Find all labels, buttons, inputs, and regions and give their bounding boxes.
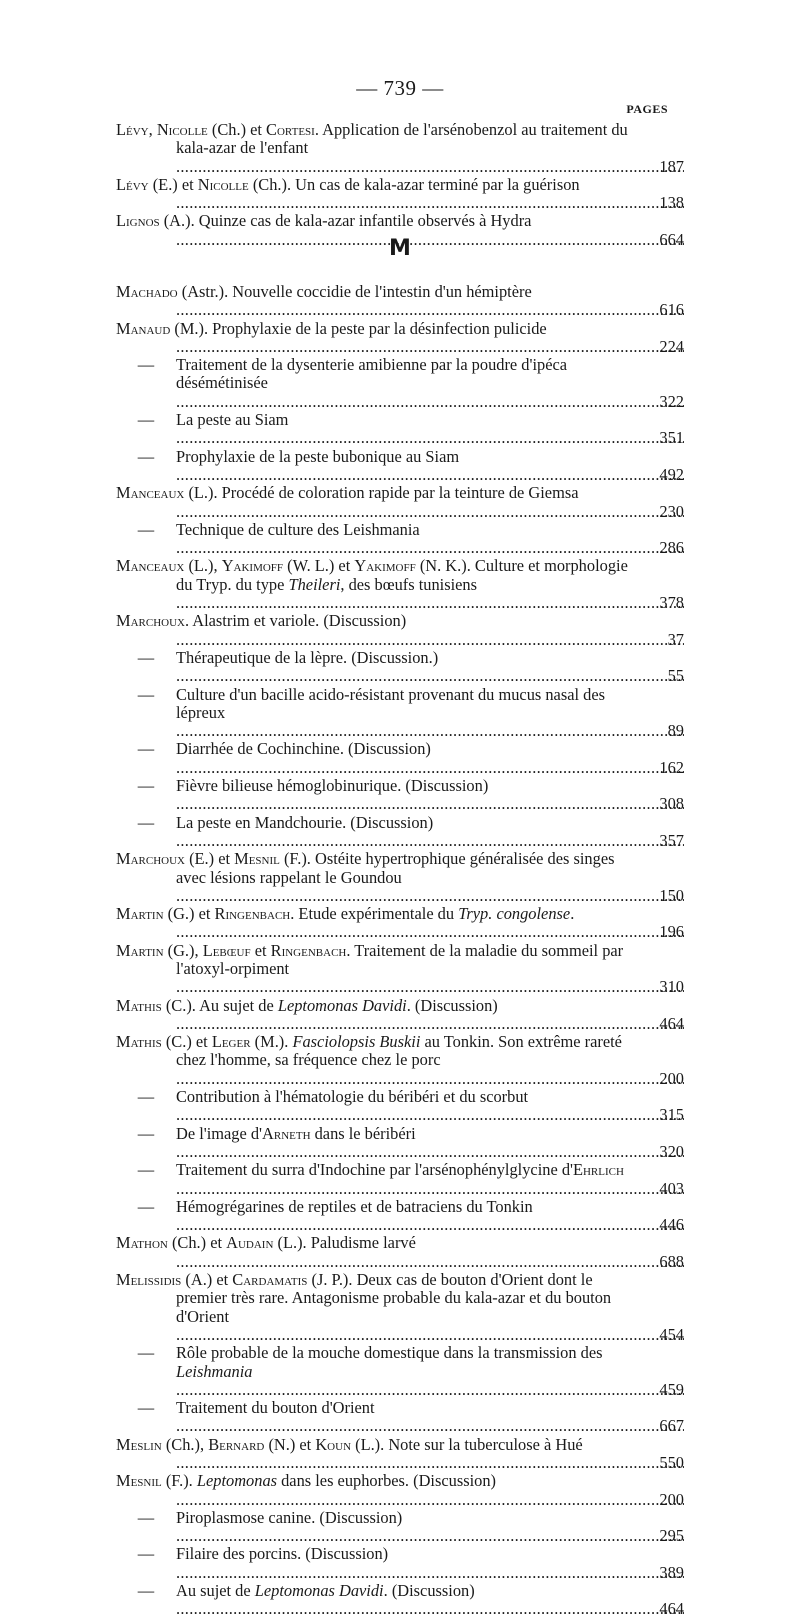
index-entry: [116, 1125, 684, 1162]
ditto-dash: —: [137, 1197, 155, 1216]
page-ref: 378: [659, 593, 684, 613]
index-entry: [116, 356, 684, 411]
ditto-dash: —: [137, 1399, 155, 1418]
entry-text: Lévy (E.) et Nicolle (Ch.). Un cas de kala-azar terminé par la guérison: [116, 175, 580, 194]
entry-text: Filaire des porcins. (Discussion): [176, 1545, 389, 1564]
ditto-dash: —: [137, 411, 155, 430]
entry-text: Mesnil (F.). Leptomonas dans les euphorbes. (Discussion): [116, 1472, 496, 1491]
index-entry: [116, 1399, 684, 1436]
entry-text: Manaud (M.). Prophylaxie de la peste par la désinfection pulicide: [116, 319, 547, 338]
index-entry: [116, 1509, 684, 1546]
page-ref: 200: [659, 1489, 684, 1509]
leader-dots: [176, 721, 684, 740]
page-ref: 446: [659, 1215, 684, 1235]
entry-text: Lévy, Nicolle (Ch.) et Cortesi. Application de l'arsénobenzol au traitement du kala-azar de l'enfant: [116, 121, 628, 158]
index-entry: [116, 612, 684, 649]
page-ref: 55: [667, 666, 684, 686]
leader-dots: [176, 1526, 684, 1545]
page-ref: 492: [659, 464, 684, 484]
page-ref: 315: [659, 1105, 684, 1125]
leader-dots: [176, 502, 684, 521]
entry-text: Hémogrégarines de reptiles et de batraciens du Tonkin: [176, 1197, 533, 1216]
leader-dots: [176, 1069, 684, 1088]
page-ref: 187: [659, 156, 684, 176]
ditto-dash: —: [137, 1344, 155, 1363]
entry-text: Marchoux. Alastrim et variole. (Discussion): [116, 612, 407, 631]
leader-dots: [176, 977, 684, 996]
page-ref: 286: [659, 538, 684, 558]
entry-text: Rôle probable de la mouche domestique dans la transmission des Leishmania: [176, 1344, 603, 1381]
leader-dots: [176, 1380, 684, 1399]
page-ref: 138: [659, 193, 684, 213]
ditto-dash: —: [137, 1508, 155, 1527]
leader-dots: [176, 758, 684, 777]
ditto-dash: —: [137, 813, 155, 832]
leader-dots: [176, 392, 684, 411]
entry-text: Traitement du bouton d'Orient: [176, 1399, 375, 1418]
leader-dots: [176, 666, 684, 685]
index-entry: [116, 1436, 684, 1473]
page-ref: 454: [659, 1324, 684, 1344]
page-ref: 295: [659, 1526, 684, 1546]
index-entry: [116, 411, 684, 448]
page-ref: 308: [659, 794, 684, 814]
leader-dots: [176, 1563, 684, 1582]
leader-dots: [176, 794, 684, 813]
entry-text: De l'image d'Arneth dans le béribéri: [176, 1124, 416, 1143]
index-entry: [116, 814, 684, 851]
index-entry: [116, 997, 684, 1034]
index-entry: [116, 1161, 684, 1198]
page-ref: 389: [659, 1562, 684, 1582]
index-entry: [116, 1472, 684, 1509]
page-ref: 89: [667, 721, 684, 741]
leader-dots: [176, 300, 684, 319]
leader-dots: [176, 1105, 684, 1124]
entry-text: Au sujet de Leptomonas Davidi. (Discussion): [176, 1582, 475, 1601]
index-entry: [116, 176, 684, 213]
page-ref: 464: [659, 1013, 684, 1033]
index-entry: [116, 521, 684, 558]
index-entry: [116, 740, 684, 777]
ditto-dash: —: [137, 1124, 155, 1143]
index-entry: [116, 1545, 684, 1582]
pages-column-header: PAGES: [626, 102, 668, 116]
entry-text: Manceaux (L.). Procédé de coloration rapide par la teinture de Giemsa: [116, 484, 579, 503]
page-ref: 357: [659, 830, 684, 850]
ditto-dash: —: [137, 685, 155, 704]
leader-dots: [176, 1416, 684, 1435]
ditto-dash: —: [137, 520, 155, 539]
index-entry: [116, 557, 684, 612]
leader-dots: [176, 193, 684, 212]
page-ref: 667: [659, 1416, 684, 1436]
index-block-m: [116, 283, 684, 1619]
ditto-dash: —: [137, 1545, 155, 1564]
ditto-dash: —: [137, 1582, 155, 1601]
leader-dots: [176, 337, 684, 356]
entry-text: Machado (Astr.). Nouvelle coccidie de l'intestin d'un hémiptère: [116, 283, 532, 301]
index-entry: [116, 942, 684, 997]
entry-text: Manceaux (L.), Yakimoff (W. L.) et Yakimoff (N. K.). Culture et morphologie du Tryp. du type Theileri, des bœufs tunisiens: [116, 557, 628, 594]
entry-text: Mathis (C.) et Leger (M.). Fasciolopsis Buskii au Tonkin. Son extrême rareté chez l'homme, sa fréquence chez le porc: [116, 1033, 622, 1070]
page-ref: 550: [659, 1453, 684, 1472]
page-ref: 196: [659, 922, 684, 942]
index-entry: [116, 850, 684, 905]
index-entry: [116, 121, 684, 176]
page-ref: 688: [659, 1251, 684, 1271]
ditto-dash: —: [137, 1088, 155, 1107]
leader-dots: [176, 428, 684, 447]
leader-dots: [176, 593, 684, 612]
leader-dots: [176, 886, 684, 905]
ditto-dash: —: [137, 1161, 155, 1180]
page-ref: 310: [659, 977, 684, 997]
entry-text: Melissidis (A.) et Cardamatis (J. P.). Deux cas de bouton d'Orient dont le premier très rare. Antagonisme probable du kala-azar et du bouton d'Orient: [116, 1271, 612, 1326]
page-ref: 464: [659, 1599, 684, 1619]
leader-dots: [176, 1453, 684, 1472]
index-entry: [116, 649, 684, 686]
entry-text: Traitement du surra d'Indochine par l'arsénophénylglycine d'Ehrlich: [176, 1161, 624, 1180]
section-letter: M: [389, 236, 411, 261]
leader-dots: [176, 1325, 684, 1344]
leader-dots: [176, 1215, 684, 1234]
entry-text: Prophylaxie de la peste bubonique au Siam: [176, 447, 460, 466]
index-entry: [116, 777, 684, 814]
entry-text: Meslin (Ch.), Bernard (N.) et Koun (L.). Note sur la tuberculose à Hué: [116, 1435, 583, 1454]
index-entry: [116, 1344, 684, 1399]
entry-text: Martin (G.) et Ringenbach. Etude expérimentale du Tryp. congolense.: [116, 905, 575, 924]
leader-dots: [176, 465, 684, 484]
ditto-dash: —: [137, 447, 155, 466]
ditto-dash: —: [137, 648, 155, 667]
page-ref: 150: [659, 885, 684, 905]
ditto-dash: —: [137, 777, 155, 796]
entry-text: Diarrhée de Cochinchine. (Discussion): [176, 740, 431, 759]
leader-dots: [176, 831, 684, 850]
leader-dots: [176, 922, 684, 941]
index-block-l: [116, 121, 684, 249]
page-number: — 739 —: [356, 76, 444, 100]
page-ref: 403: [659, 1178, 684, 1198]
index-entry: [116, 1582, 684, 1619]
leader-dots: [176, 1179, 684, 1198]
index-entry: [116, 686, 684, 741]
page-ref: 459: [659, 1379, 684, 1399]
leader-dots: [176, 630, 684, 649]
entry-text: La peste au Siam: [176, 411, 289, 430]
entry-text: Thérapeutique de la lèpre. (Discussion.): [176, 648, 439, 667]
entry-text: Marchoux (E.) et Mesnil (F.). Ostéite hypertrophique généralisée des singes avec lésions rappelant le Goundou: [116, 850, 615, 887]
entry-text: Fièvre bilieuse hémoglobinurique. (Discussion): [176, 777, 489, 796]
entry-text: Traitement de la dysenterie amibienne par la poudre d'ipéca désémétinisée: [176, 356, 568, 393]
page-ref: 200: [659, 1068, 684, 1088]
index-entry: [116, 320, 684, 357]
ditto-dash: —: [137, 740, 155, 759]
page-ref: 320: [659, 1141, 684, 1161]
page-ref: 664: [659, 229, 684, 249]
page-ref: 230: [659, 501, 684, 521]
leader-dots: [176, 157, 684, 176]
index-entry: [116, 484, 684, 521]
entry-text: Mathon (Ch.) et Audain (L.). Paludisme larvé: [116, 1234, 416, 1253]
page-ref: 322: [659, 391, 684, 411]
index-entry: [116, 905, 684, 942]
index-entry: [116, 1033, 684, 1088]
leader-dots: [176, 538, 684, 557]
page-ref: 616: [659, 300, 684, 320]
leader-dots: [176, 1490, 684, 1509]
entry-text: Contribution à l'hématologie du béribéri et du scorbut: [176, 1088, 529, 1107]
page-ref: 224: [659, 336, 684, 356]
index-entry: [116, 448, 684, 485]
index-entry: [116, 1088, 684, 1125]
page-ref: 37: [667, 629, 684, 649]
entry-text: Piroplasmose canine. (Discussion): [176, 1508, 403, 1527]
ditto-dash: —: [137, 356, 155, 375]
entry-text: Culture d'un bacille acido-résistant provenant du mucus nasal des lépreux: [176, 685, 605, 722]
index-entry: [116, 1198, 684, 1235]
entry-text: Technique de culture des Leishmania: [176, 520, 420, 539]
leader-dots: [176, 1252, 684, 1271]
entry-text: Lignos (A.). Quinze cas de kala-azar infantile observés à Hydra: [116, 212, 532, 231]
index-entry: [116, 283, 684, 320]
page-ref: 162: [659, 757, 684, 777]
index-entry: [116, 1271, 684, 1344]
entry-text: La peste en Mandchourie. (Discussion): [176, 813, 434, 832]
entry-text: Mathis (C.). Au sujet de Leptomonas Davidi. (Discussion): [116, 996, 498, 1015]
page-ref: 351: [659, 428, 684, 448]
entry-text: Martin (G.), Lebœuf et Ringenbach. Traitement de la maladie du sommeil par l'atoxyl-orpiment: [116, 941, 624, 978]
leader-dots: [176, 1599, 684, 1618]
leader-dots: [176, 1014, 684, 1033]
leader-dots: [176, 1142, 684, 1161]
